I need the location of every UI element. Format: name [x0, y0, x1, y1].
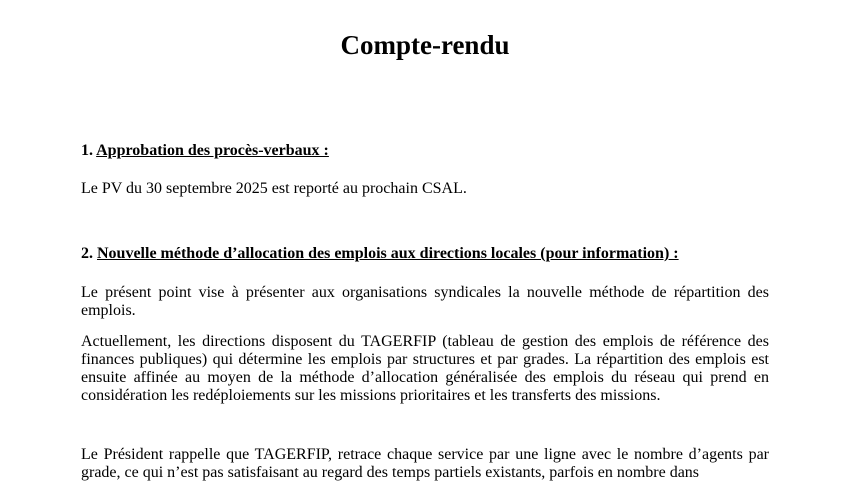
section-2-heading — [81, 244, 771, 264]
section-2-paragraph-2: Actuellement, les directions disposent du TAGERFIP (tableau de gestion des emplois de référence des finances publiques) qui détermine les emplois par structures et par grades. La répartition des emplois est ensuite affinée au moyen de la méthode d’allocation généralisée des emplois du réseau qui prend en considération les redéploiements sur les missions prioritaires et les transferts des missions. — [81, 333, 769, 404]
section-1-title: Approbation des procès-verbaux : — [96, 142, 329, 159]
section-2-number: 2. — [81, 245, 93, 262]
section-1-number: 1. — [81, 142, 93, 159]
section-1-paragraph-1: Le PV du 30 septembre 2025 est reporté au prochain CSAL. — [81, 180, 467, 197]
document-title: Compte-rendu — [340, 30, 510, 60]
section-1-heading — [81, 141, 771, 161]
section-2-paragraph-3: Le Président rappelle que TAGERFIP, retrace chaque service par une ligne avec le nombre d’agents par grade, ce qui n’est pas satisfaisant au regard des temps partiels existants, parfois en nombre dans — [81, 446, 769, 481]
section-2-paragraph-1: Le présent point vise à présenter aux organisations syndicales la nouvelle méthode de répartition des emplois. — [81, 284, 769, 319]
section-2-title: Nouvelle méthode d’allocation des emplois aux directions locales (pour information) : — [97, 245, 679, 262]
